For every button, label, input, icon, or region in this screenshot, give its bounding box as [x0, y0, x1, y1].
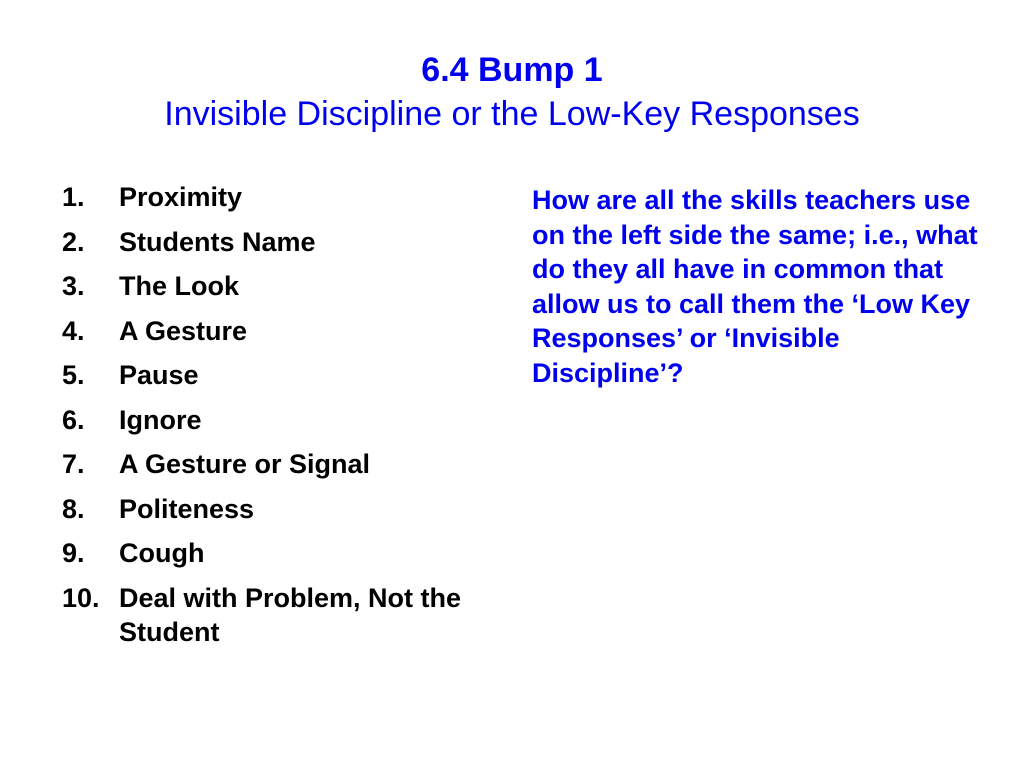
list-item-number: 10.: [62, 582, 100, 613]
list-item-text: A Gesture or Signal: [119, 449, 371, 479]
list-item-text: Pause: [119, 360, 199, 390]
list-item-number: 3.: [62, 271, 85, 301]
list-item-number: 7.: [62, 449, 85, 479]
list-item-text: Deal with Problem, Not the Student: [119, 582, 462, 647]
numbered-list: [62, 180, 502, 659]
list-item: [62, 180, 502, 214]
list-item-text: Proximity: [119, 182, 243, 212]
list-item-text: The Look: [119, 271, 239, 301]
list-item: [62, 314, 502, 348]
list-item-text: Politeness: [119, 493, 255, 524]
list-item-text: Ignore: [119, 404, 202, 435]
list-item-text: Students Name: [119, 226, 316, 257]
list-item: [62, 492, 502, 526]
question-text: How are all the skills teachers use on the left side the same; i.e., what do they all have in common that allow us to call them the ‘Low Key Responses’ or ‘Invisible Discipline’?: [532, 185, 978, 388]
list-item-number: 8.: [62, 493, 85, 524]
list-item-text: Cough: [119, 538, 205, 568]
list-item: [62, 225, 502, 259]
title-subtitle: Invisible Discipline or the Low-Key Responses: [164, 95, 860, 133]
list-item: [62, 536, 502, 570]
list-item-number: 1.: [62, 182, 85, 212]
list-item: [62, 447, 502, 481]
list-item: [62, 358, 502, 392]
slide-title: [40, 48, 984, 136]
list-item: [62, 581, 502, 649]
list-item: [62, 269, 502, 303]
list-item-number: 4.: [62, 315, 85, 346]
list-item-text: A Gesture: [119, 315, 248, 346]
list-item: [62, 403, 502, 437]
list-item-number: 2.: [62, 226, 85, 257]
list-item-number: 9.: [62, 538, 85, 568]
list-item-number: 6.: [62, 404, 85, 435]
list-item-number: 5.: [62, 360, 85, 390]
title-main: 6.4 Bump 1: [421, 51, 603, 89]
